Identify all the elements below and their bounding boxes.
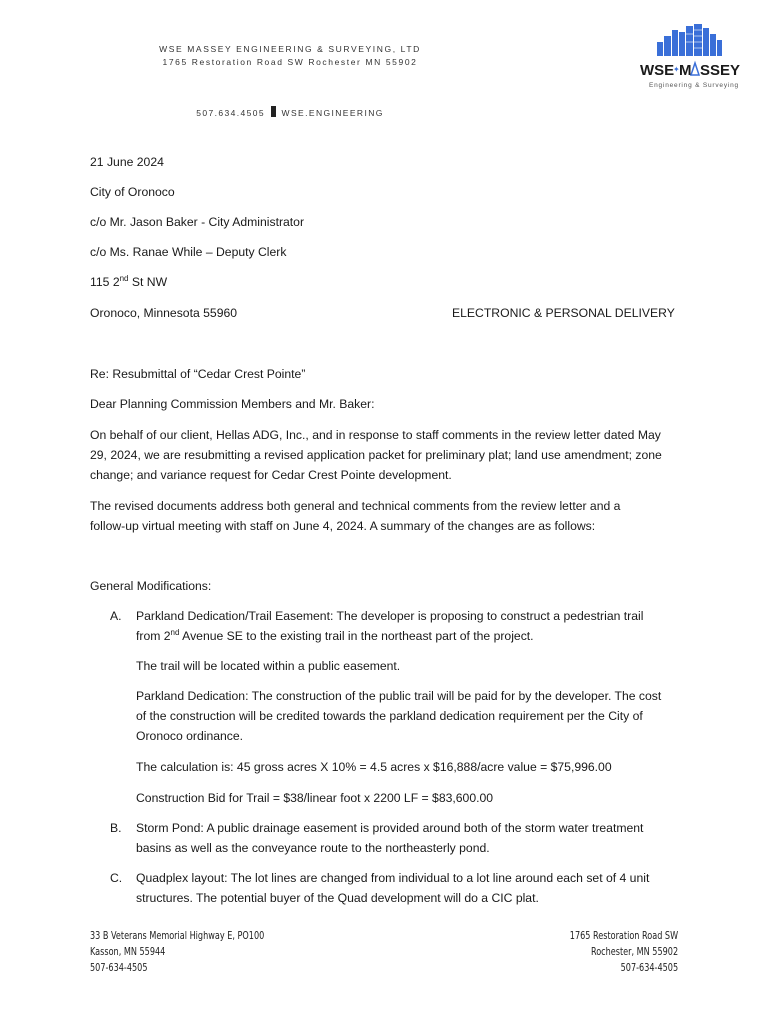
svg-text:M: M: [679, 62, 692, 79]
list-item-label: C.: [110, 871, 123, 885]
letterhead-address: 1765 Restoration Road SW Rochester MN 55902: [162, 57, 418, 67]
svg-text:SSEY: SSEY: [700, 62, 741, 79]
list-item-c: [110, 868, 690, 908]
item-a-sub-1: The trail will be located within a public easement.: [136, 659, 401, 673]
letterhead-company: WSE MASSEY ENGINEERING & SURVEYING, LTD: [159, 44, 421, 54]
list-item-label: B.: [110, 821, 122, 835]
svg-text:Engineering & Surveying: Engineering & Surveying: [649, 82, 739, 89]
subject-line: Re: Resubmittal of “Cedar Crest Pointe”: [90, 367, 306, 381]
separator-bar: [271, 106, 276, 117]
recipient-street: 115 2nd St NW: [90, 273, 168, 289]
svg-text:✦: ✦: [673, 65, 680, 74]
recipient-line2: c/o Mr. Jason Baker - City Administrator: [90, 215, 305, 229]
letter-date: 21 June 2024: [90, 155, 164, 169]
letterhead-phone: 507.634.4505: [196, 108, 266, 118]
svg-text:WSE: WSE: [640, 62, 675, 79]
item-a-sub-3: The calculation is: 45 gross acres X 10% = 4.5 acres x $16,888/acre value = $75,996.00: [136, 760, 612, 774]
paragraph-1: On behalf of our client, Hellas ADG, Inc., and in response to staff comments in the review letter dated May 29, 2024, we are resubmitting a revised application packet for preliminary plat; land use amendment; zone change; and variance request for Cedar Crest Pointe development.: [90, 428, 662, 482]
list-item-label: A.: [110, 609, 122, 623]
salutation: Dear Planning Commission Members and Mr. Baker:: [90, 397, 375, 411]
letterhead-contact: [0, 106, 580, 118]
list-item-text: Storm Pond: A public drainage easement is provided around both of the storm water treatment basins as well as the conveyance route to the northeasterly pond.: [136, 821, 644, 855]
list-item-a: [110, 606, 690, 646]
paragraph-2: The revised documents address both general and technical comments from the review letter and a follow-up virtual meeting with staff on June 4, 2024. A summary of the changes are as follows:: [90, 499, 621, 533]
section-title: General Modifications:: [90, 579, 212, 593]
delivery-method: ELECTRONIC & PERSONAL DELIVERY: [452, 306, 675, 320]
recipient-line3: c/o Ms. Ranae While – Deputy Clerk: [90, 245, 287, 259]
list-item-text: Quadplex layout: The lot lines are changed from individual to a lot line around each set of 4 unit structures. The potential buyer of the Quad development will do a CIC plat.: [136, 871, 650, 905]
recipient-city: Oronoco, Minnesota 55960: [90, 306, 238, 320]
recipient-line1: City of Oronoco: [90, 185, 175, 199]
item-a-sub-4: Construction Bid for Trail = $38/linear foot x 2200 LF = $83,600.00: [136, 791, 494, 805]
list-item-b: [110, 818, 690, 858]
skyline-icon: [657, 24, 722, 56]
item-a-sub-2: Parkland Dedication: The construction of the public trail will be paid for by the developer. The cost of the construction will be credited towards the parkland dedication requirement per the City of Oronoco ordinance.: [136, 689, 662, 743]
letterhead-web: WSE.ENGINEERING: [281, 108, 384, 118]
footer-left-address: 33 B Veterans Memorial Highway E, PO100 Kasson, MN 55944 507-634-4505: [90, 929, 265, 974]
company-logo: [637, 20, 749, 92]
footer-right-address: 1765 Restoration Road SW Rochester, MN 55902 507-634-4505: [569, 929, 678, 974]
list-item-text: Parkland Dedication/Trail Easement: The developer is proposing to construct a pedestrian trail from 2nd Avenue SE to the existing trail in the northeast part of the project.: [136, 609, 644, 643]
